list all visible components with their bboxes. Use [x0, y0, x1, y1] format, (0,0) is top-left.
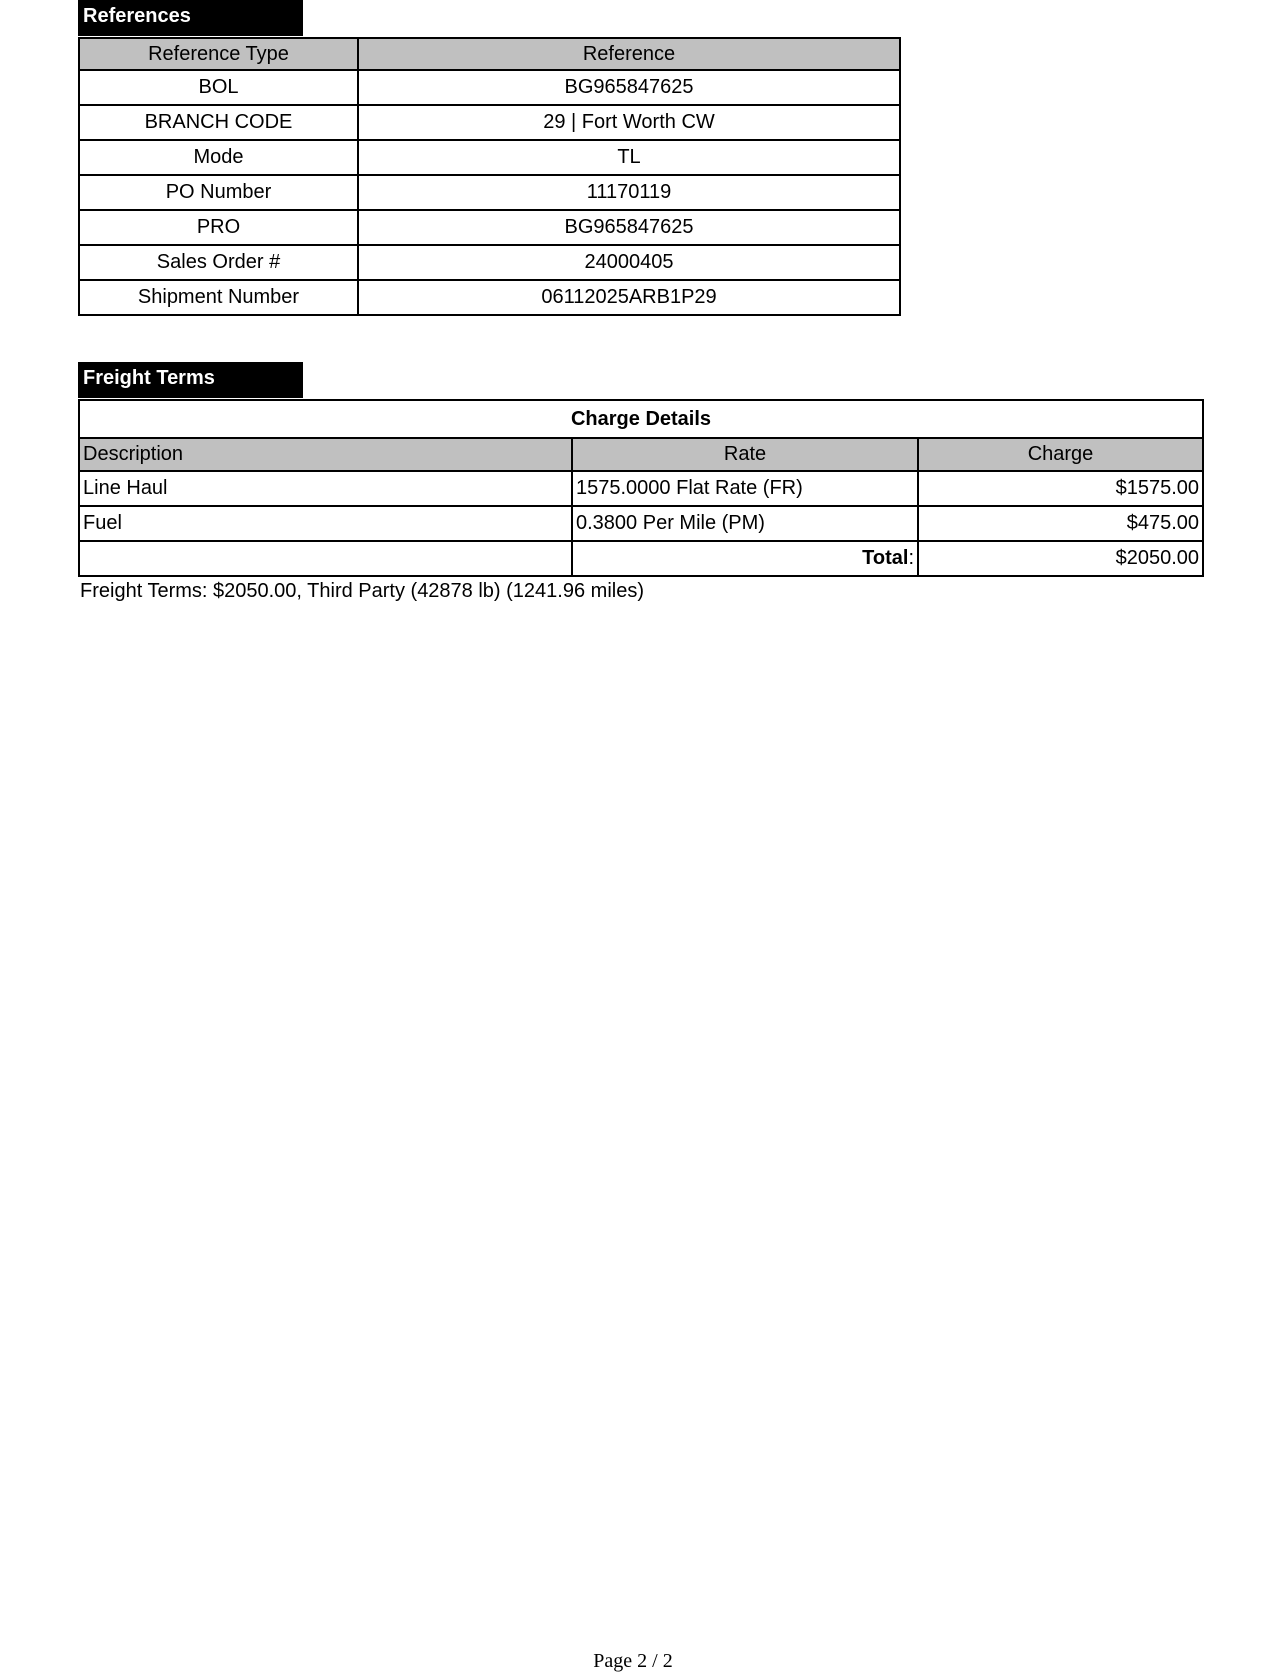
- reference-value-cell: BG965847625: [358, 210, 900, 245]
- reference-type-cell: BOL: [79, 70, 358, 105]
- total-label-cell: [572, 541, 918, 576]
- table-row: [79, 70, 900, 105]
- reference-type-cell: Mode: [79, 140, 358, 175]
- table-row: [79, 471, 1203, 506]
- reference-type-cell: Sales Order #: [79, 245, 358, 280]
- table-row: [79, 210, 900, 245]
- total-row: [79, 541, 1203, 576]
- charge-amount-cell: $475.00: [918, 506, 1203, 541]
- reference-value-cell: 06112025ARB1P29: [358, 280, 900, 315]
- charge-description-cell: Fuel: [79, 506, 572, 541]
- table-row: [79, 245, 900, 280]
- charge-details-table: [78, 399, 1204, 577]
- charge-rate-cell: 1575.0000 Flat Rate (FR): [572, 471, 918, 506]
- reference-type-cell: Shipment Number: [79, 280, 358, 315]
- freight-terms-section-title: Freight Terms: [78, 362, 303, 398]
- table-row: [79, 140, 900, 175]
- reference-value-cell: 29 | Fort Worth CW: [358, 105, 900, 140]
- charge-description-cell: Line Haul: [79, 471, 572, 506]
- table-row: [79, 105, 900, 140]
- freight-terms-summary: Freight Terms: $2050.00, Third Party (42878 lb) (1241.96 miles): [80, 580, 644, 602]
- charge-header: Charge: [918, 438, 1203, 471]
- reference-value-cell: BG965847625: [358, 70, 900, 105]
- references-table: [78, 37, 901, 316]
- description-header: Description: [79, 438, 572, 471]
- reference-type-cell: PRO: [79, 210, 358, 245]
- charge-details-caption-row: [79, 400, 1203, 438]
- reference-header: Reference: [358, 38, 900, 70]
- reference-type-cell: BRANCH CODE: [79, 105, 358, 140]
- total-blank-cell: [79, 541, 572, 576]
- charge-amount-cell: $1575.00: [918, 471, 1203, 506]
- reference-value-cell: 24000405: [358, 245, 900, 280]
- total-label: Total: [862, 547, 909, 569]
- total-colon: :: [908, 547, 914, 569]
- table-row: [79, 175, 900, 210]
- charge-details-caption: Charge Details: [79, 400, 1203, 438]
- references-header-row: [79, 38, 900, 70]
- page-number: Page 2 / 2: [593, 1650, 673, 1672]
- reference-value-cell: 11170119: [358, 175, 900, 210]
- references-section-title: References: [78, 0, 303, 36]
- charge-rate-cell: 0.3800 Per Mile (PM): [572, 506, 918, 541]
- reference-type-header: Reference Type: [79, 38, 358, 70]
- rate-header: Rate: [572, 438, 918, 471]
- table-row: [79, 506, 1203, 541]
- reference-value-cell: TL: [358, 140, 900, 175]
- reference-type-cell: PO Number: [79, 175, 358, 210]
- charge-header-row: [79, 438, 1203, 471]
- table-row: [79, 280, 900, 315]
- total-value-cell: $2050.00: [918, 541, 1203, 576]
